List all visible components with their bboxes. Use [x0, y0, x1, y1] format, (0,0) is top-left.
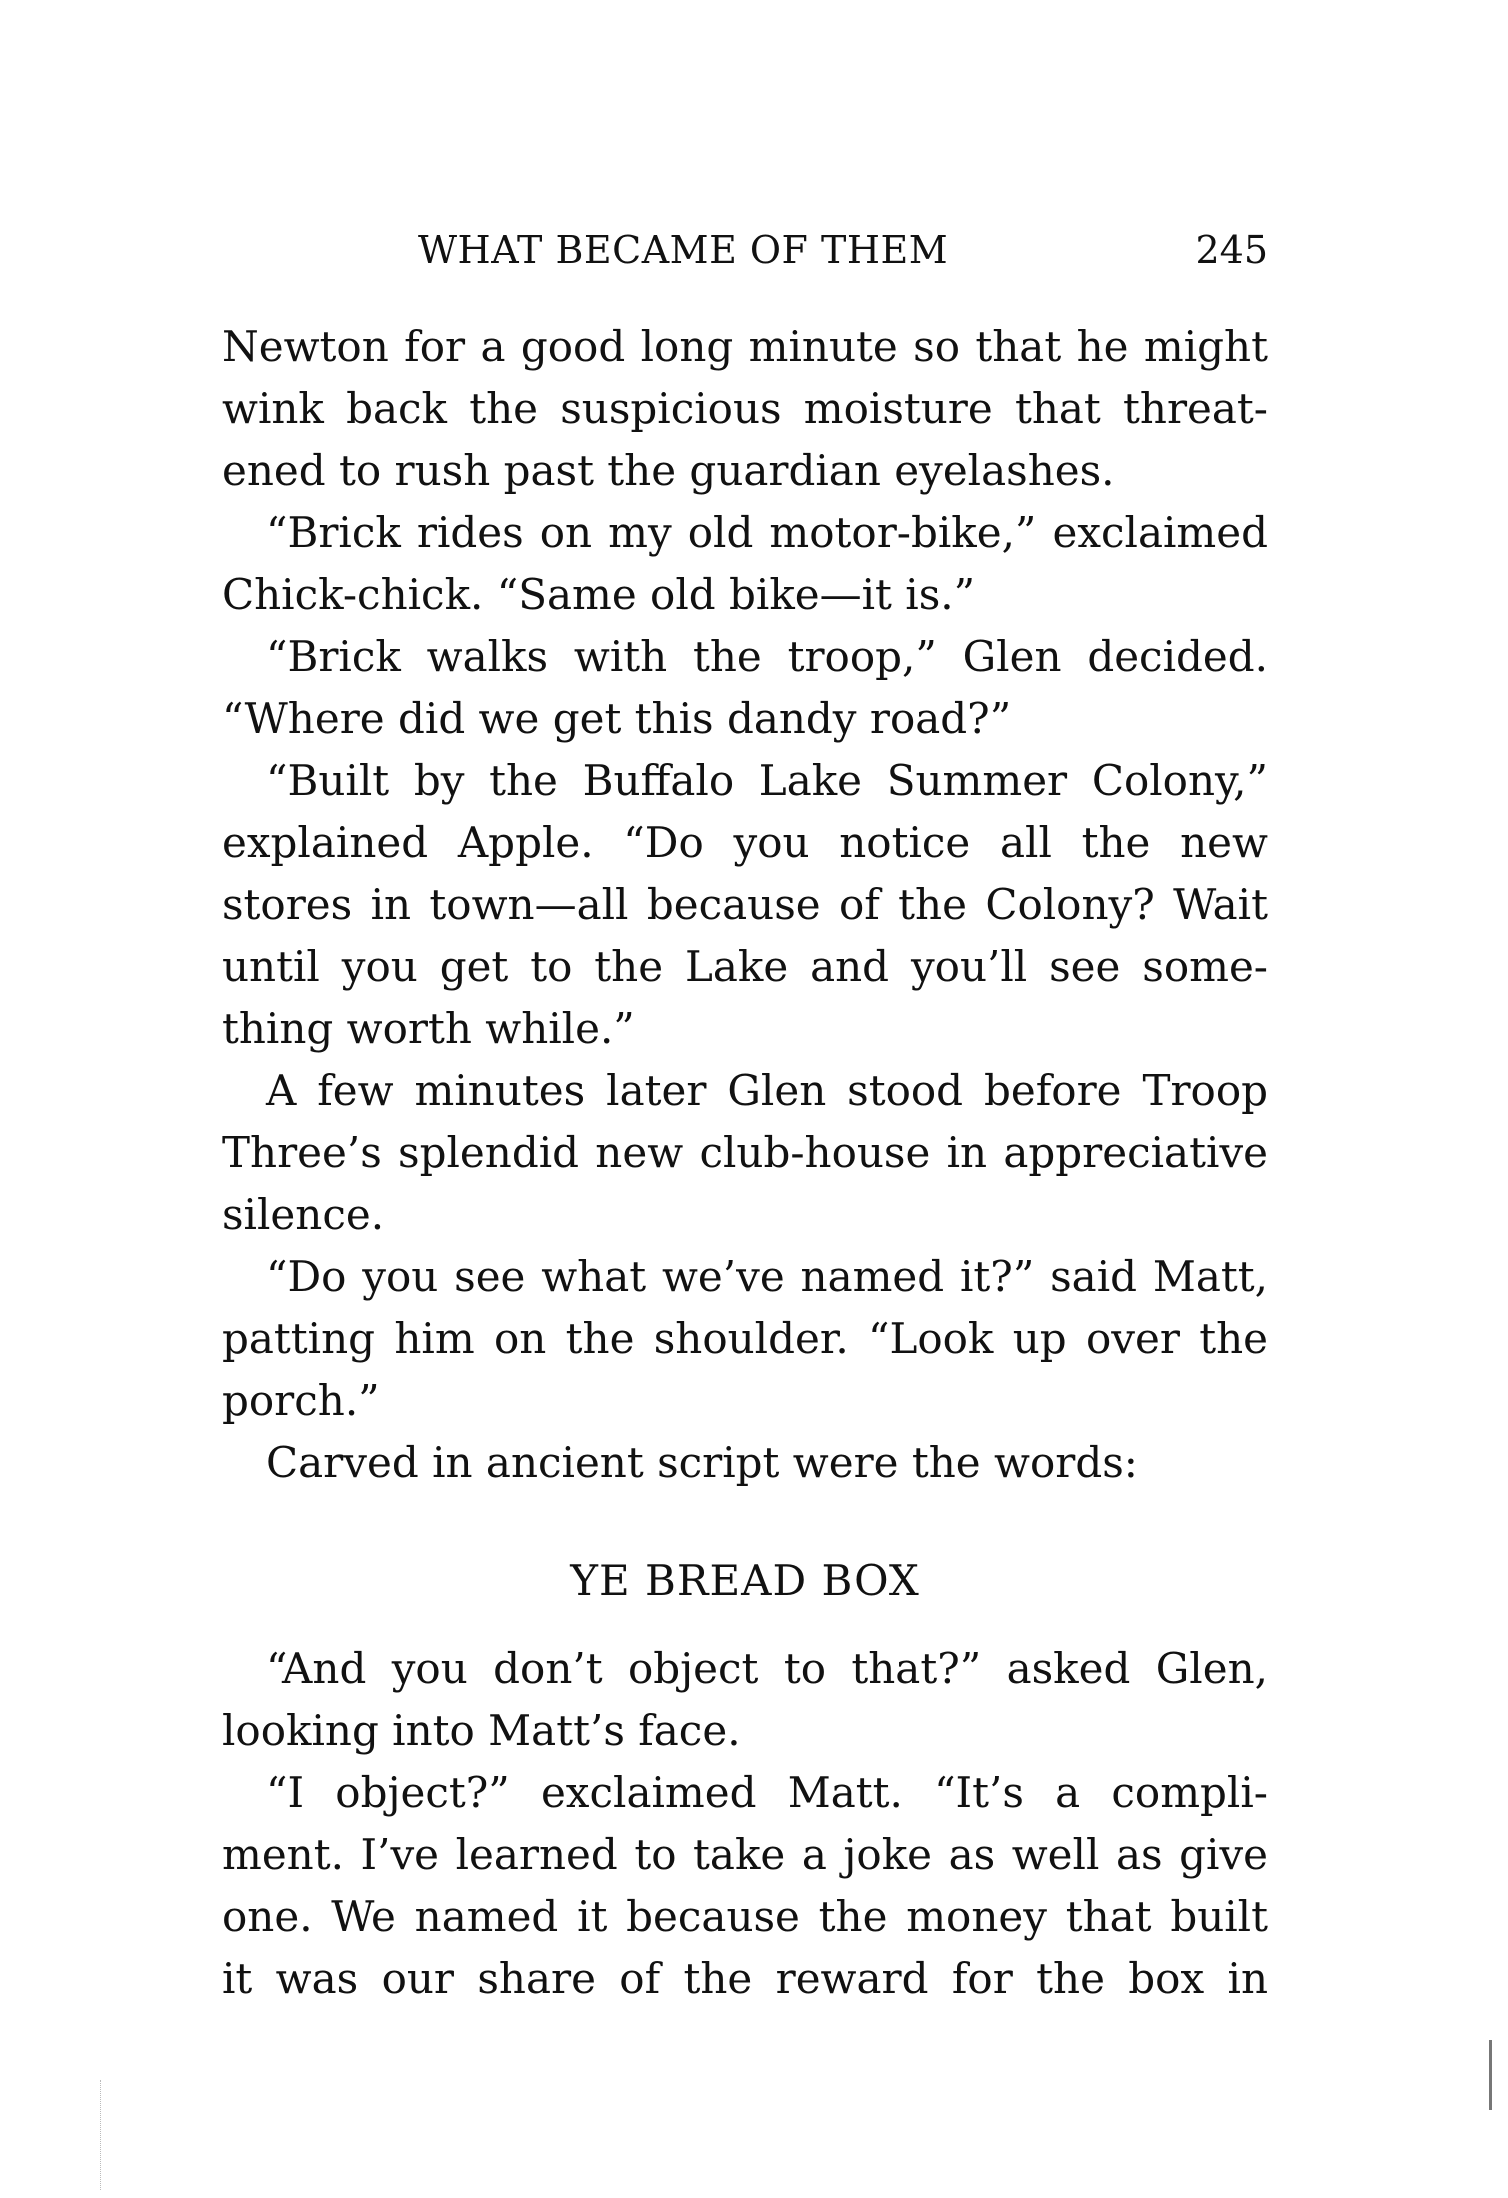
text-line: Three’s splendid new club-house in appreciative [222, 1128, 1268, 1177]
page-number: 245 [1195, 228, 1268, 272]
text-line: “Built by the Buffalo Lake Summer Colony,” [266, 756, 1268, 805]
text-line: wink back the suspicious moisture that threat- [222, 384, 1268, 433]
scan-speckle [100, 2080, 115, 2190]
text-line: Carved in ancient script were the words: [266, 1438, 1138, 1487]
text-line: “Do you see what we’ve named it?” said Matt, [266, 1252, 1268, 1301]
text-line: until you get to the Lake and you’ll see some- [222, 942, 1268, 991]
running-header [418, 222, 1268, 278]
text-line: one. We named it because the money that built [222, 1892, 1268, 1941]
text-line: “Brick rides on my old motor-bike,” exclaimed [266, 508, 1268, 557]
text-line: ment. I’ve learned to take a joke as well as give [222, 1830, 1268, 1879]
text-line: “Where did we get this dandy road?” [222, 694, 1012, 743]
text-line: Newton for a good long minute so that he might [222, 322, 1268, 371]
running-title: WHAT BECAME OF THEM [418, 228, 949, 272]
text-line: ened to rush past the guardian eyelashes. [222, 446, 1115, 495]
carved-inscription: YE BREAD BOX [570, 1556, 920, 1605]
text-line: A few minutes later Glen stood before Troop [266, 1066, 1268, 1115]
text-line: thing worth while.” [222, 1004, 635, 1053]
text-line: silence. [222, 1190, 385, 1239]
text-line: “Brick walks with the troop,” Glen decided. [266, 632, 1268, 681]
text-line: looking into Matt’s face. [222, 1706, 741, 1755]
text-line: “I object?” exclaimed Matt. “It’s a compli- [266, 1768, 1268, 1817]
text-line: it was our share of the reward for the box in [222, 1954, 1268, 2003]
scan-edge-mark [1489, 2040, 1492, 2110]
text-line: stores in town—all because of the Colony? Wait [222, 880, 1268, 929]
text-line: explained Apple. “Do you notice all the new [222, 818, 1268, 867]
text-line: porch.” [222, 1376, 380, 1425]
text-line: patting him on the shoulder. “Look up over the [222, 1314, 1268, 1363]
text-line: “And you don’t object to that?” asked Glen, [266, 1644, 1268, 1693]
text-line: Chick-chick. “Same old bike—it is.” [222, 570, 976, 619]
